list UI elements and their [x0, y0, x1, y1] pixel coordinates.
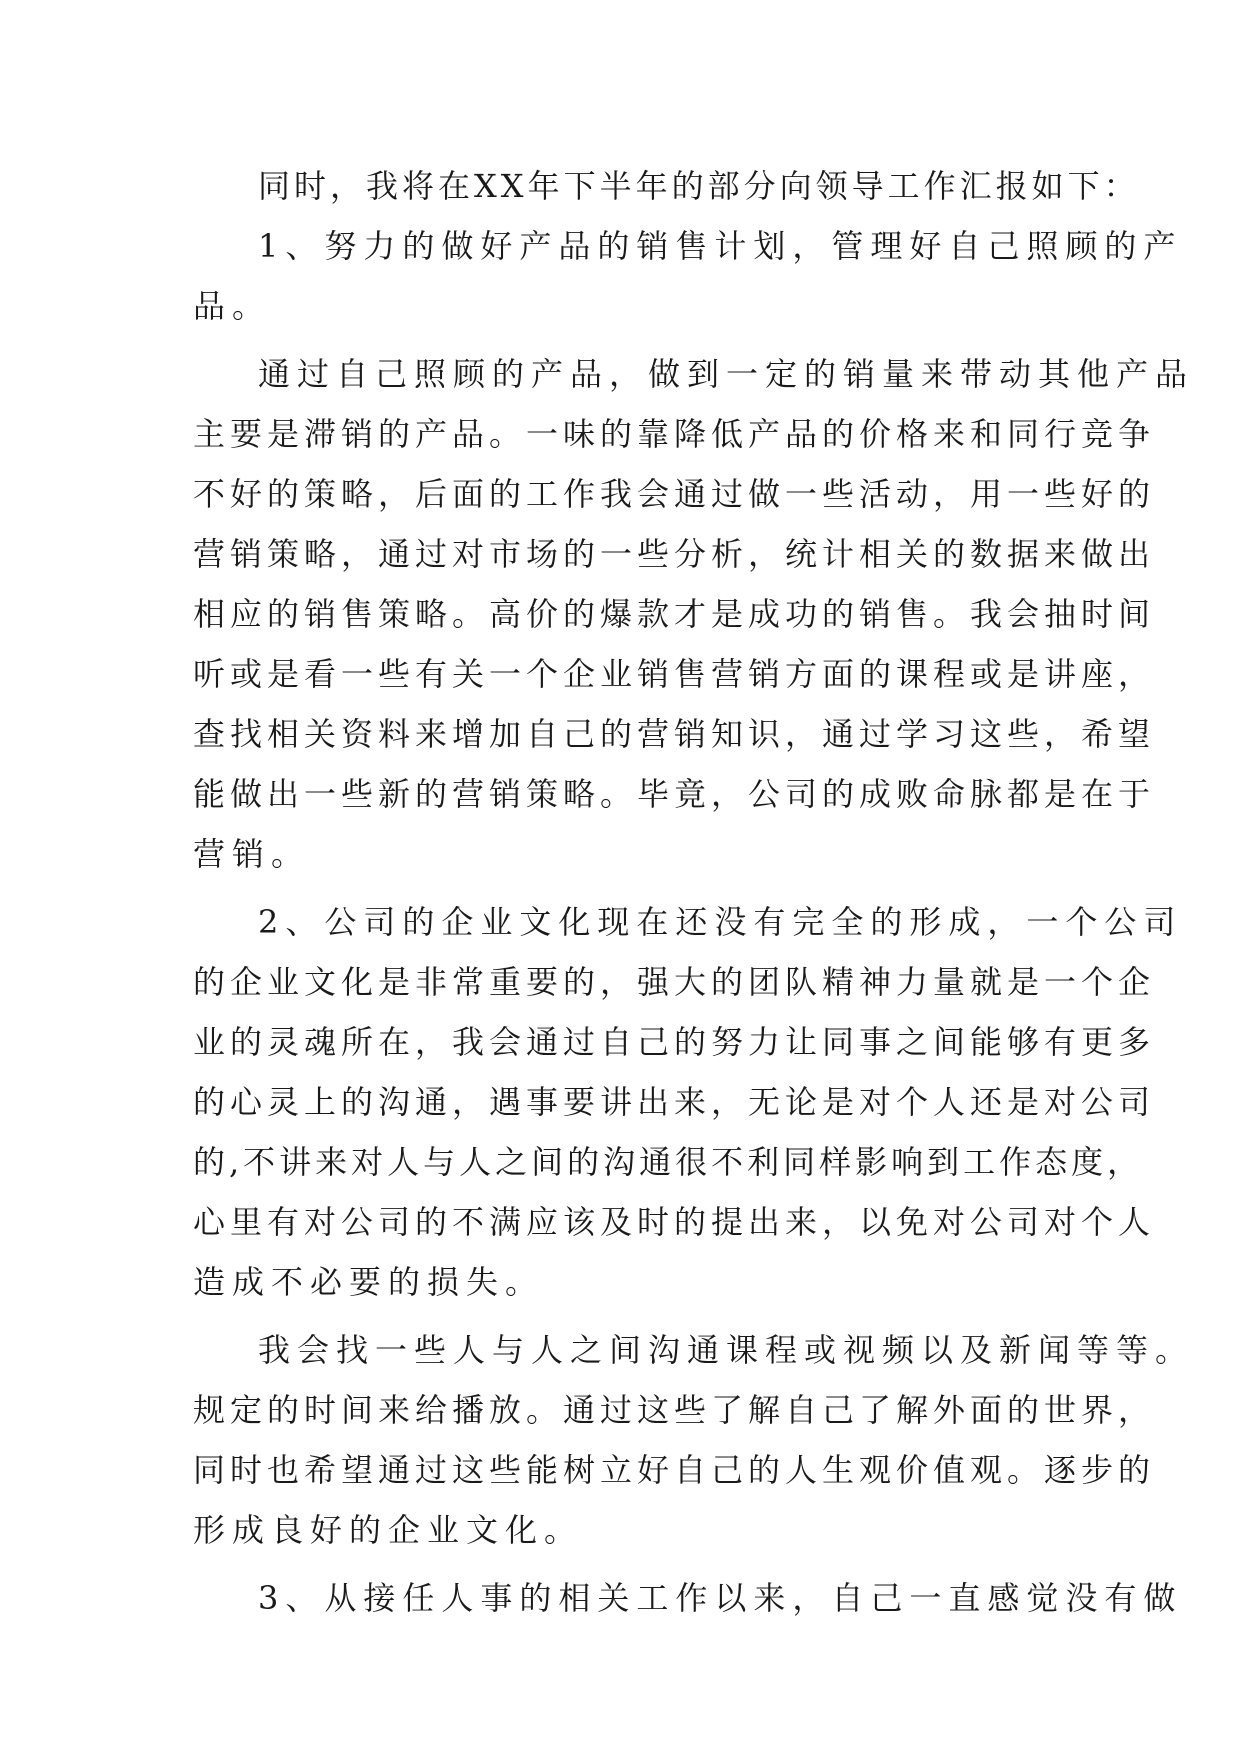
paragraph-item1-body-line-6: 听或是看一些有关一个企业销售营销方面的课程或是讲座，	[193, 655, 1156, 693]
paragraph-item1-heading-line-1: 1、努力的做好产品的销售计划，管理好自己照顾的产	[258, 227, 1183, 265]
paragraph-item3-line-1: 3、从接任人事的相关工作以来，自己一直感觉没有做	[258, 1579, 1183, 1617]
paragraph-item2-line-5: 的,不讲来对人与人之间的沟通很不利同样影响到工作态度，	[193, 1143, 1144, 1181]
paragraph-item2-line-3: 业的灵魂所在，我会通过自己的努力让同事之间能够有更多	[193, 1023, 1156, 1061]
paragraph-item2-followup-line-4: 形成良好的企业文化。	[193, 1511, 584, 1549]
paragraph-item1-body-line-8: 能做出一些新的营销策略。毕竟，公司的成败命脉都是在于	[193, 775, 1156, 813]
paragraph-item1-body-line-3: 不好的策略，后面的工作我会通过做一些活动，用一些好的	[193, 475, 1156, 513]
paragraph-item1-body-line-4: 营销策略，通过对市场的一些分析，统计相关的数据来做出	[193, 535, 1156, 573]
paragraph-item2-followup-line-3: 同时也希望通过这些能树立好自己的人生观价值观。逐步的	[193, 1451, 1156, 1489]
paragraph-item2-line-7: 造成不必要的损失。	[193, 1263, 545, 1301]
paragraph-item2-line-2: 的企业文化是非常重要的，强大的团队精神力量就是一个企	[193, 963, 1156, 1001]
paragraph-item2-followup-line-1: 我会找一些人与人之间沟通课程或视频以及新闻等等。	[258, 1331, 1195, 1369]
paragraph-item1-heading-line-2: 品。	[193, 287, 272, 325]
paragraph-item1-body-line-9: 营销。	[193, 835, 311, 873]
paragraph-item2-line-4: 的心灵上的沟通，遇事要讲出来，无论是对个人还是对公司	[193, 1083, 1156, 1121]
paragraph-item2-line-1: 2、公司的企业文化现在还没有完全的形成，一个公司	[258, 903, 1183, 941]
paragraph-item1-body-line-7: 查找相关资料来增加自己的营销知识，通过学习这些，希望	[193, 715, 1156, 753]
paragraph-intro-line-1: 同时，我将在XX年下半年的部分向领导工作汇报如下：	[258, 167, 1140, 205]
paragraph-item1-body-line-5: 相应的销售策略。高价的爆款才是成功的销售。我会抽时间	[193, 595, 1156, 633]
paragraph-item1-body-line-2: 主要是滞销的产品。一味的靠降低产品的价格来和同行竞争	[193, 415, 1156, 453]
paragraph-item2-followup-line-2: 规定的时间来给播放。通过这些了解自己了解外面的世界，	[193, 1391, 1156, 1429]
paragraph-item1-body-line-1: 通过自己照顾的产品，做到一定的销量来带动其他产品	[258, 355, 1195, 393]
paragraph-item2-line-6: 心里有对公司的不满应该及时的提出来，以免对公司对个人	[193, 1203, 1156, 1241]
